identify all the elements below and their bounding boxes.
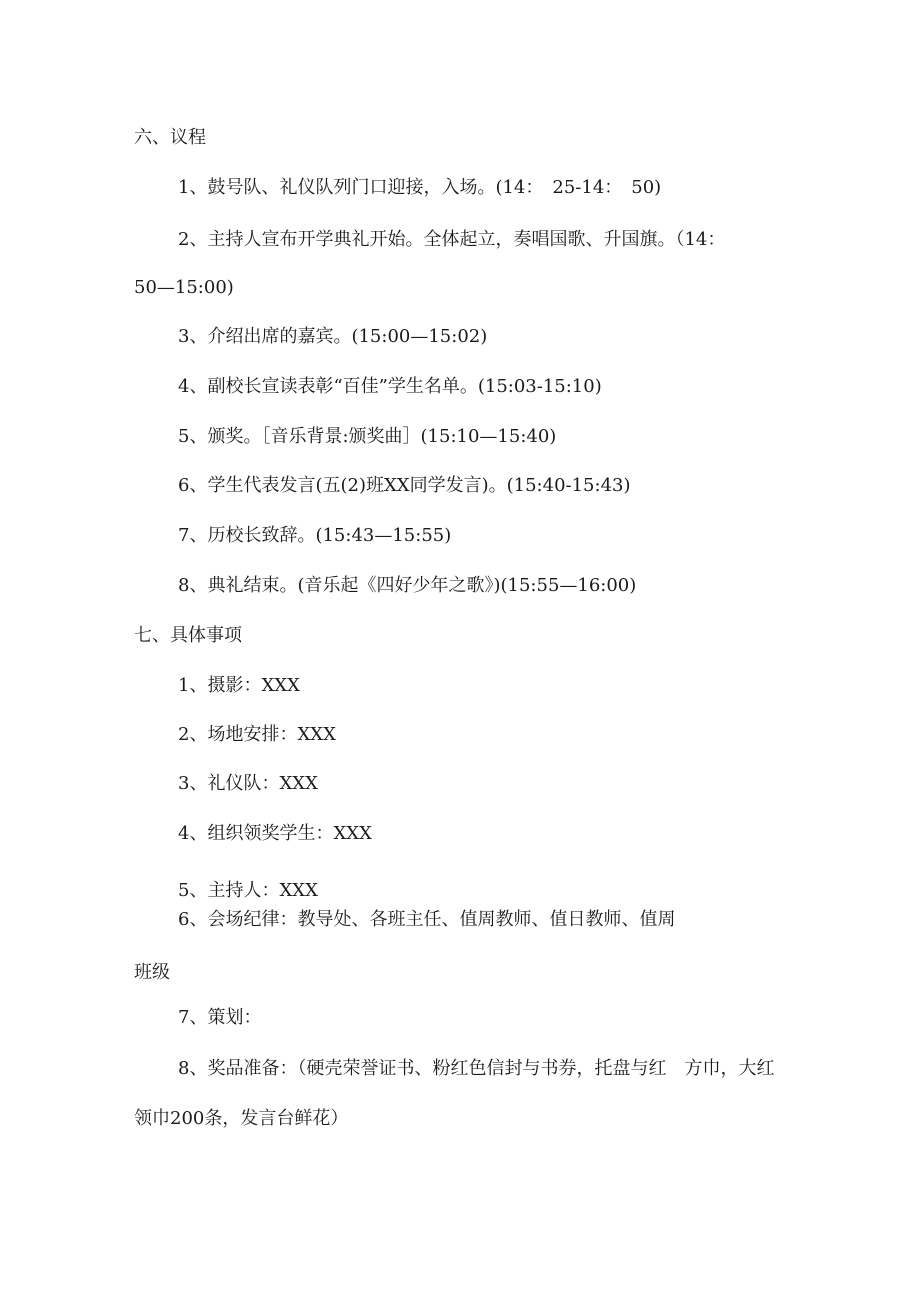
agenda-item-6: 6、学生代表发言(五(2)班XX同学发言)。(15:40-15:43) [178,475,631,496]
agenda-item-3: 3、介绍出席的嘉宾。(15:00—15:02) [178,326,488,347]
detail-item-6: 6、会场纪律：教导处、各班主任、值周教师、值日教师、值周 [178,909,676,930]
agenda-item-2: 2、主持人宣布开学典礼开始。全体起立，奏唱国歌、升国旗。（14： [178,229,726,250]
agenda-item-4: 4、副校长宣读表彰“百佳”学生名单。(15:03-15:10) [178,376,602,397]
agenda-item-8: 8、典礼结束。(音乐起《四好少年之歌》)(15:55—16:00) [178,575,637,596]
agenda-item-2-continued: 50—15:00) [134,277,234,298]
detail-item-7: 7、策划： [178,1007,262,1028]
detail-item-6-continued: 班级 [134,962,170,983]
detail-item-4: 4、组织领奖学生：XXX [178,823,372,844]
agenda-item-1: 1、鼓号队、礼仪队列门口迎接，入场。(14： 25-14： 50) [178,177,662,198]
detail-item-5: 5、主持人：XXX [178,880,318,901]
detail-item-2: 2、场地安排：XXX [178,724,336,745]
detail-item-8: 8、奖品准备：（硬壳荣誉证书、粉红色信封与书券，托盘与红 方巾，大红 [178,1058,775,1079]
section-heading-agenda: 六、议程 [134,127,206,148]
detail-item-3: 3、礼仪队：XXX [178,773,318,794]
detail-item-1: 1、摄影：XXX [178,675,300,696]
agenda-item-7: 7、历校长致辞。(15:43—15:55) [178,525,452,546]
agenda-item-5: 5、颁奖。［音乐背景:颁奖曲］(15:10—15:40) [178,426,557,447]
detail-item-8-continued: 领巾200条，发言台鲜花） [134,1108,349,1129]
section-heading-details: 七、具体事项 [134,625,242,646]
